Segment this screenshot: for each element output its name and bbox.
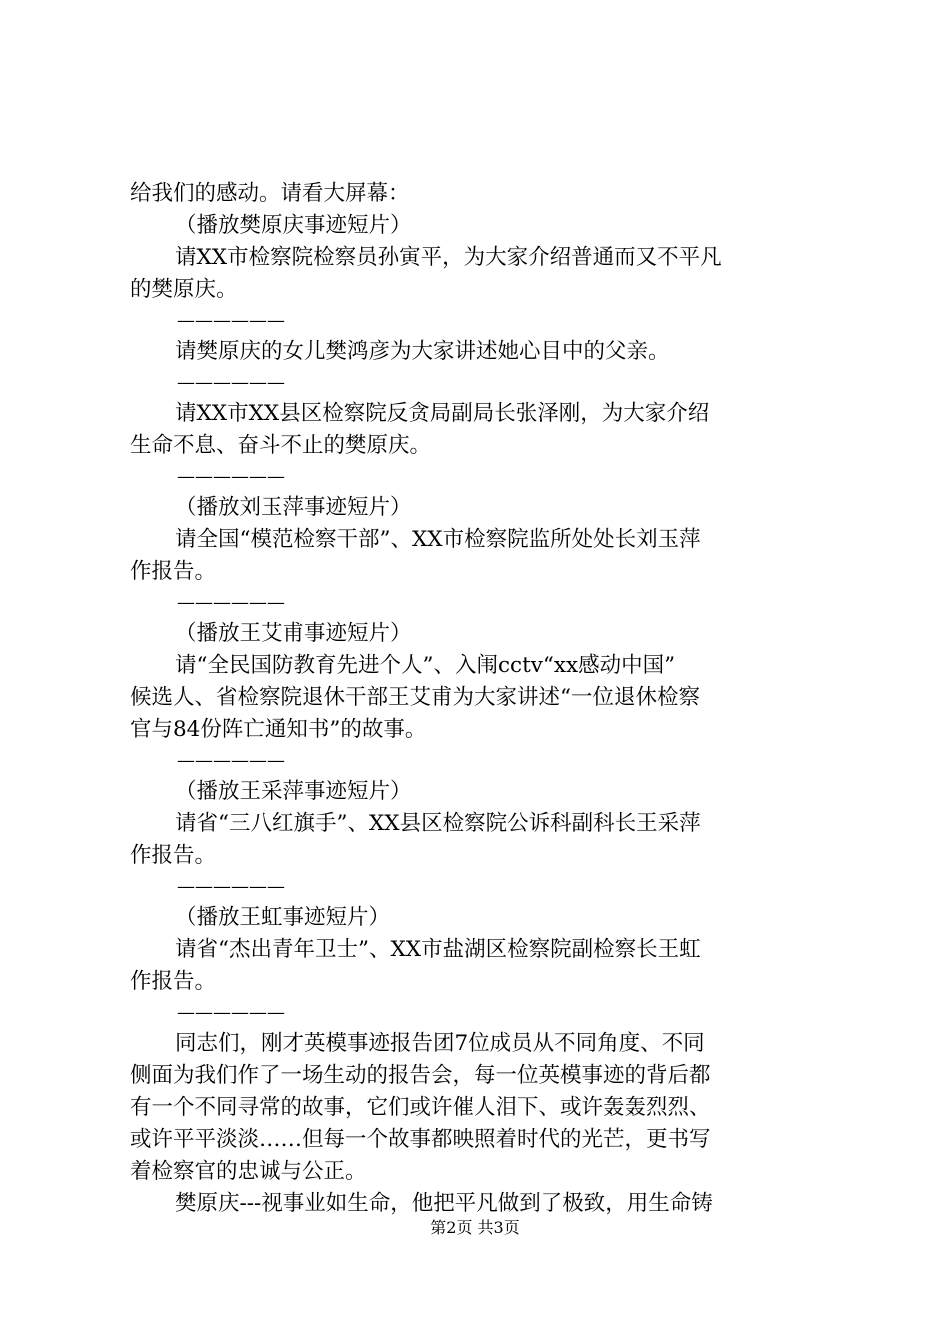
text-line: 请XX市检察院检察员孙寅平，为大家介绍普通而又不平凡 xyxy=(175,245,722,270)
text-line: 的樊原庆。 xyxy=(130,277,238,302)
text-line: 侧面为我们作了一场生动的报告会，每一位英模事迹的背后都 xyxy=(130,1063,711,1088)
text-line: （播放王虹事迹短片） xyxy=(175,905,391,930)
text-line: 或许平平淡淡……但每一个故事都映照着时代的光芒，更书写 xyxy=(130,1127,711,1152)
text-line: 生命不息、奋斗不止的樊原庆。 xyxy=(130,433,432,458)
text-line: 作报告。 xyxy=(130,559,217,584)
separator-dashes: —————— xyxy=(177,466,285,487)
separator-dashes: —————— xyxy=(177,1002,285,1023)
text-line: 官与84份阵亡通知书”的故事。 xyxy=(130,717,427,742)
text-line: 候选人、省检察院退休干部王艾甫为大家讲述“一位退休检察 xyxy=(130,685,700,710)
document-body xyxy=(130,178,830,1220)
text-line: 作报告。 xyxy=(130,969,217,994)
text-line: （播放王艾甫事迹短片） xyxy=(175,621,412,646)
text-line: 着检察官的忠诚与公正。 xyxy=(130,1159,367,1184)
separator-dashes: —————— xyxy=(177,592,285,613)
separator-dashes: —————— xyxy=(177,310,285,331)
separator-dashes: —————— xyxy=(177,876,285,897)
text-line: 作报告。 xyxy=(130,843,217,868)
text-line: 请樊原庆的女儿樊鸿彦为大家讲述她心目中的父亲。 xyxy=(175,339,670,364)
text-line: （播放王采萍事迹短片） xyxy=(175,779,412,804)
page-footer: 第2页 共3页 xyxy=(430,1218,520,1237)
text-line: 请“全民国防教育先进个人”、入闱cctv“xx感动中国” xyxy=(175,653,676,678)
text-line: 给我们的感动。请看大屏幕： xyxy=(130,181,410,206)
text-line: 请全国“模范检察干部”、XX市检察院监所处处长刘玉萍 xyxy=(175,527,701,552)
separator-dashes: —————— xyxy=(177,372,285,393)
text-line: 樊原庆---视事业如生命，他把平凡做到了极致，用生命铸 xyxy=(175,1191,713,1216)
text-line: 请省“三八红旗手”、XX县区检察院公诉科副科长王采萍 xyxy=(175,811,701,836)
separator-dashes: —————— xyxy=(177,750,285,771)
text-line: 请省“杰出青年卫士”、XX市盐湖区检察院副检察长王虹 xyxy=(175,937,701,962)
text-line: （播放樊原庆事迹短片） xyxy=(175,213,412,238)
text-line: （播放刘玉萍事迹短片） xyxy=(175,495,412,520)
text-line: 有一个不同寻常的故事，它们或许催人泪下、或许轰轰烈烈、 xyxy=(130,1095,711,1120)
text-line: 请XX市XX县区检察院反贪局副局长张泽刚，为大家介绍 xyxy=(175,401,710,426)
text-line: 同志们，刚才英模事迹报告团7位成员从不同角度、不同 xyxy=(175,1031,705,1056)
